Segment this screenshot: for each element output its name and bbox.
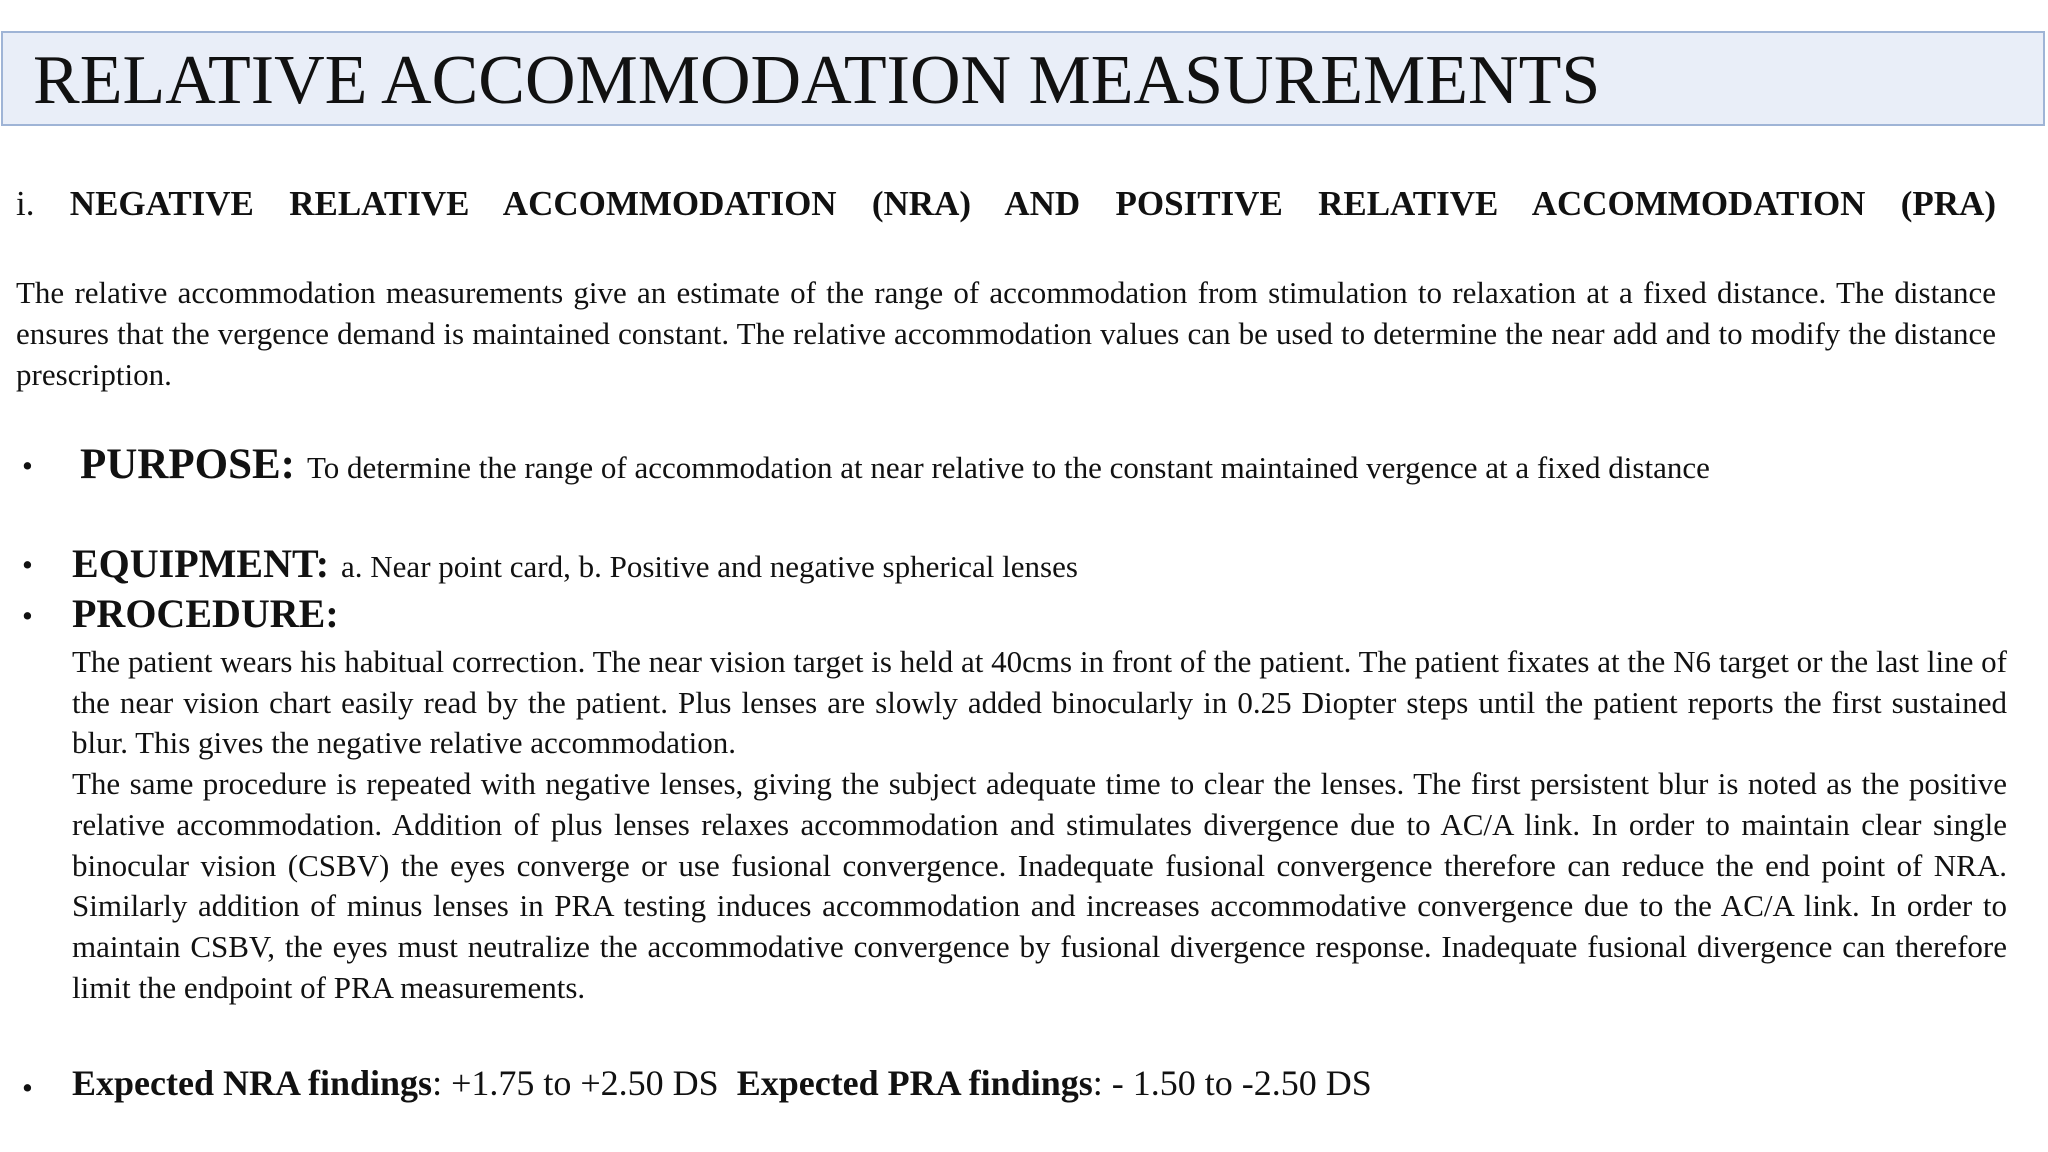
equipment-row [72, 540, 1078, 587]
bullet-icon: • [22, 598, 33, 633]
procedure-body [72, 642, 2007, 1008]
expected-pra-value: : - 1.50 to -2.50 DS [1092, 1063, 1372, 1103]
section-numeral: i. [16, 184, 35, 223]
expected-nra-value: : +1.75 to +2.50 DS [432, 1063, 719, 1103]
procedure-label: PROCEDURE: [72, 591, 339, 636]
intro-text: The relative accommodation measurements give an estimate of the range of accommodation from stimulation to relaxation at a fixed distance. The distance ensures that the vergence demand is maintained constant. The relative accommodation values can be used to determine the near add and to modify the distance prescription. [16, 275, 1996, 392]
expected-findings [72, 1062, 1372, 1104]
title-bar [1, 31, 2045, 126]
purpose-label: PURPOSE: [80, 441, 295, 488]
intro-paragraph [16, 272, 1996, 395]
equipment-text: a. Near point card, b. Positive and negative spherical lenses [341, 549, 1078, 584]
section-heading-text: NEGATIVE RELATIVE ACCOMMODATION (NRA) AND POSITIVE RELATIVE ACCOMMODATION (PRA) [69, 184, 1997, 223]
section-heading [16, 178, 1996, 230]
procedure-paragraph-2: The same procedure is repeated with negative lenses, giving the subject adequate time to clear the lenses. The first persistent blur is noted as the positive relative accommodation. Addition of plus lenses relaxes accommodation and stimulates divergence due to AC/A link. In order to maintain clear single binocular vision (CSBV) the eyes converge or use fusional convergence. Inadequate fusional convergence therefore can reduce the end point of NRA. Similarly addition of minus lenses in PRA testing induces accommodation and increases accommodative convergence due to the AC/A link. In order to maintain CSBV, the eyes must neutralize the accommodative convergence by fusional divergence response. Inadequate fusional divergence can therefore limit the endpoint of PRA measurements. [72, 766, 2007, 1005]
purpose-text: To determine the range of accommodation at near relative to the constant maintained vergence at a fixed distance [307, 450, 1710, 485]
slide-title: RELATIVE ACCOMMODATION MEASUREMENTS [33, 42, 1601, 119]
expected-nra-label: Expected NRA findings [72, 1063, 433, 1103]
bullet-icon: • [22, 448, 33, 483]
bullet-icon: • [22, 547, 33, 582]
bullet-icon: • [22, 1070, 33, 1105]
purpose-row [80, 440, 1710, 489]
procedure-paragraph-1: The patient wears his habitual correction. The near vision target is held at 40cms in front of the patient. The patient fixates at the N6 target or the last line of the near vision chart easily read by the patient. Plus lenses are slowly added binocularly in 0.25 Diopter steps until the patient reports the first sustained blur. This gives the negative relative accommodation. [72, 644, 2007, 761]
equipment-label: EQUIPMENT: [72, 541, 330, 586]
procedure-row [72, 590, 339, 637]
expected-pra-label: Expected PRA findings [736, 1063, 1093, 1103]
